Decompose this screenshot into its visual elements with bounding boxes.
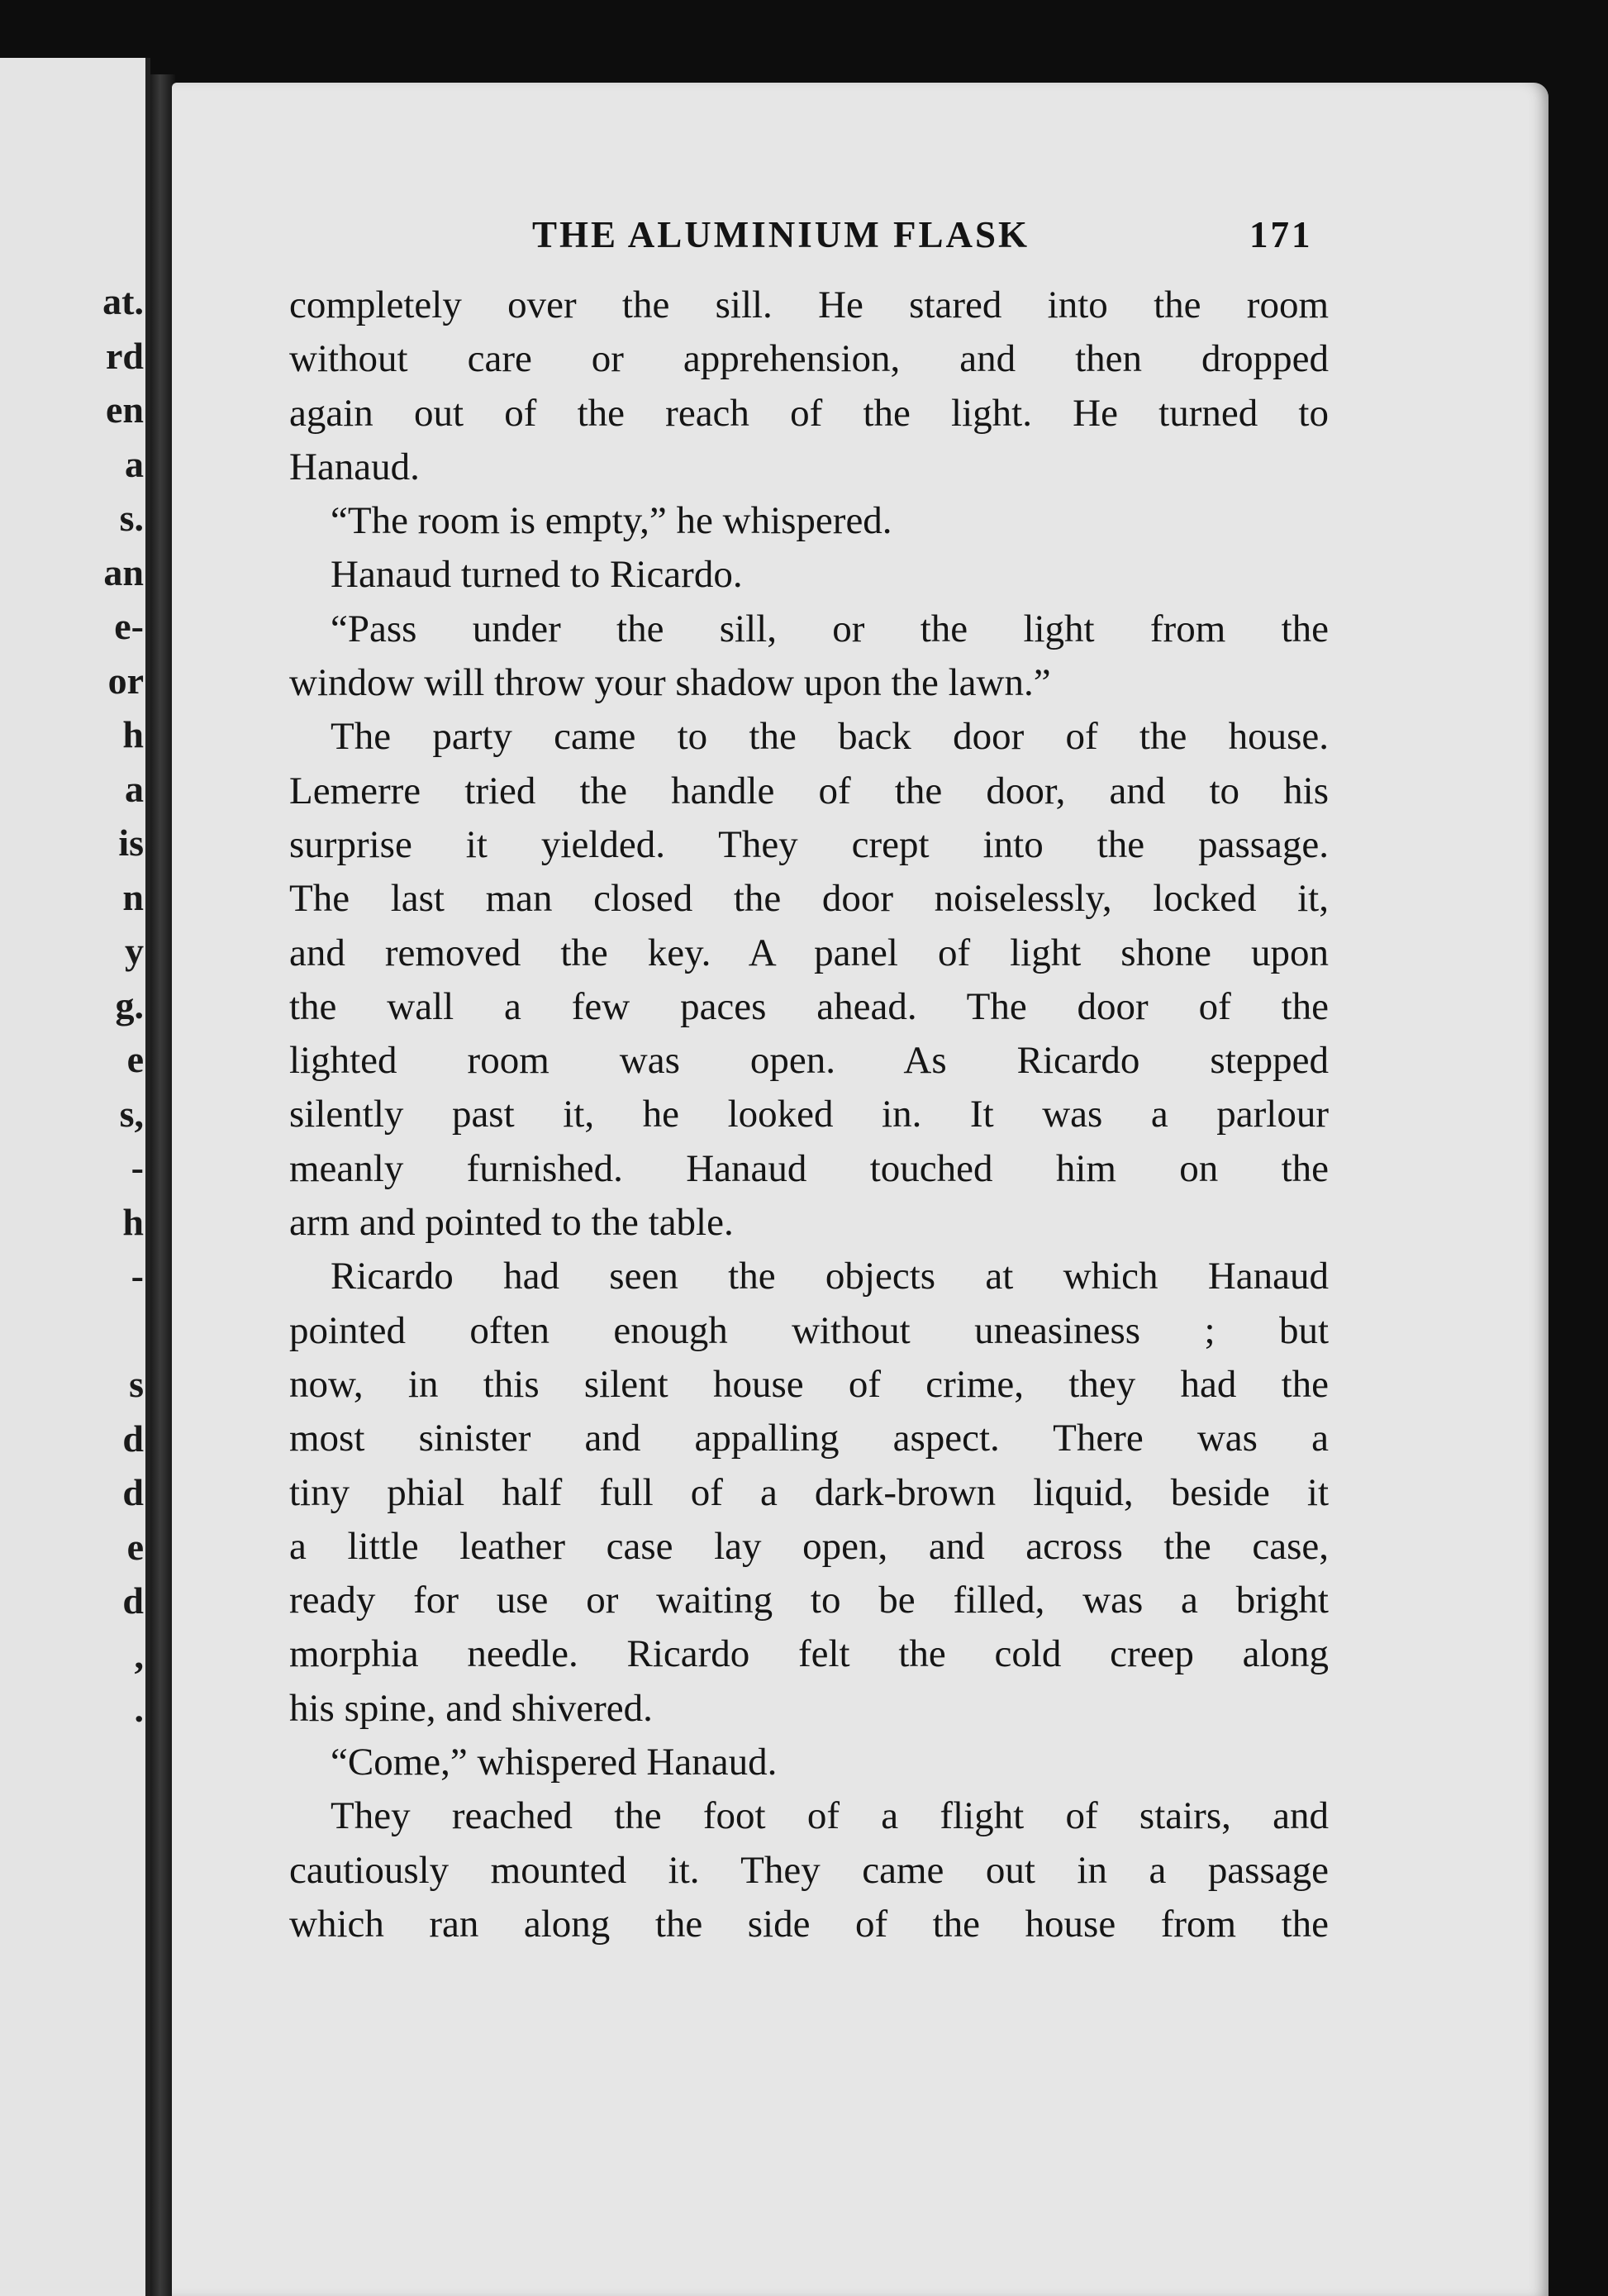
text-line: cautiously mounted it. They came out in a passage: [289, 1848, 1329, 1892]
previous-page-fragment: en: [106, 388, 144, 431]
previous-page-fragment: .: [134, 1688, 144, 1730]
text-line: “Come,” whispered Hanaud.: [331, 1741, 778, 1784]
previous-page-fragment: [102, 1303, 144, 1358]
text-line: Hanaud turned to Ricardo.: [331, 553, 743, 597]
text-line: Hanaud.: [289, 445, 420, 488]
text-line: without care or apprehension, and then dropped: [289, 337, 1329, 381]
previous-page-edge: [0, 58, 150, 2296]
previous-page-fragment: h: [122, 1200, 144, 1243]
previous-page-fragment: h: [122, 713, 144, 755]
text-line: Lemerre tried the handle of the door, and to his: [289, 769, 1329, 812]
text-line: “Pass under the sill, or the light from the: [331, 607, 1329, 650]
text-line: Ricardo had seen the objects at which Hanaud: [331, 1255, 1329, 1298]
text-line: ready for use or waiting to be filled, was a bright: [289, 1579, 1329, 1622]
text-line: a little leather case lay open, and across the case,: [289, 1524, 1329, 1568]
text-line: window will throw your shadow upon the lawn.”: [289, 661, 1051, 705]
previous-page-fragment: a: [125, 442, 144, 485]
previous-page-fragment: e: [126, 1038, 144, 1080]
text-line: completely over the sill. He stared into the room: [289, 283, 1329, 326]
previous-page-fragment: s: [129, 1363, 144, 1405]
running-head-title: THE ALUMINIUM FLASK: [532, 214, 1030, 255]
previous-page-fragment: -: [131, 1255, 144, 1297]
previous-page-fragment: a: [125, 767, 144, 810]
text-line: morphia needle. Ricardo felt the cold creep along: [289, 1632, 1329, 1676]
text-line: lighted room was open. As Ricardo stepped: [289, 1039, 1329, 1083]
previous-page-fragment: is: [118, 822, 144, 864]
previous-page-fragment: at.: [102, 280, 144, 322]
previous-page-fragment: g.: [115, 984, 144, 1027]
previous-page-line-endings: [102, 274, 144, 1736]
previous-page-fragment: y: [125, 930, 144, 972]
text-line: “The room is empty,” he whispered.: [331, 499, 892, 543]
previous-page-fragment: -: [131, 1146, 144, 1188]
previous-page-fragment: d: [122, 1417, 144, 1460]
text-line: surprise it yielded. They crept into the passage.: [289, 822, 1329, 866]
text-line: silently past it, he looked in. It was a parlour: [289, 1093, 1329, 1136]
text-line: The party came to the back door of the house.: [331, 715, 1329, 759]
text-line: tiny phial half full of a dark-brown liquid, beside it: [289, 1470, 1329, 1514]
text-line: the wall a few paces ahead. The door of the: [289, 984, 1329, 1028]
previous-page-fragment: s,: [119, 1092, 144, 1135]
text-line: now, in this silent house of crime, they had the: [289, 1362, 1329, 1406]
previous-page-fragment: e-: [114, 605, 144, 647]
text-line: most sinister and appalling aspect. There was a: [289, 1417, 1329, 1460]
text-line: and removed the key. A panel of light shone upon: [289, 931, 1329, 974]
text-line: which ran along the side of the house from the: [289, 1902, 1329, 1946]
previous-page-fragment: s.: [119, 497, 144, 539]
text-line: pointed often enough without uneasiness ; but: [289, 1308, 1329, 1352]
previous-page-fragment: e: [126, 1525, 144, 1568]
text-line: They reached the foot of a flight of stairs, and: [331, 1794, 1329, 1838]
previous-page-fragment: d: [122, 1579, 144, 1622]
previous-page-fragment: d: [122, 1471, 144, 1513]
previous-page-fragment: rd: [106, 334, 144, 377]
previous-page-fragment: or: [107, 659, 144, 702]
previous-page-fragment: n: [122, 875, 144, 918]
text-line: again out of the reach of the light. He turned to: [289, 391, 1329, 435]
body-text: [289, 279, 1329, 1951]
text-line: The last man closed the door noiselessly, locked it,: [289, 877, 1329, 921]
text-line: meanly furnished. Hanaud touched him on the: [289, 1146, 1329, 1190]
previous-page-fragment: ,: [134, 1633, 144, 1676]
text-line: arm and pointed to the table.: [289, 1201, 734, 1245]
page-number: 171: [1249, 214, 1313, 255]
previous-page-fragment: an: [103, 550, 144, 593]
text-line: his spine, and shivered.: [289, 1686, 653, 1730]
